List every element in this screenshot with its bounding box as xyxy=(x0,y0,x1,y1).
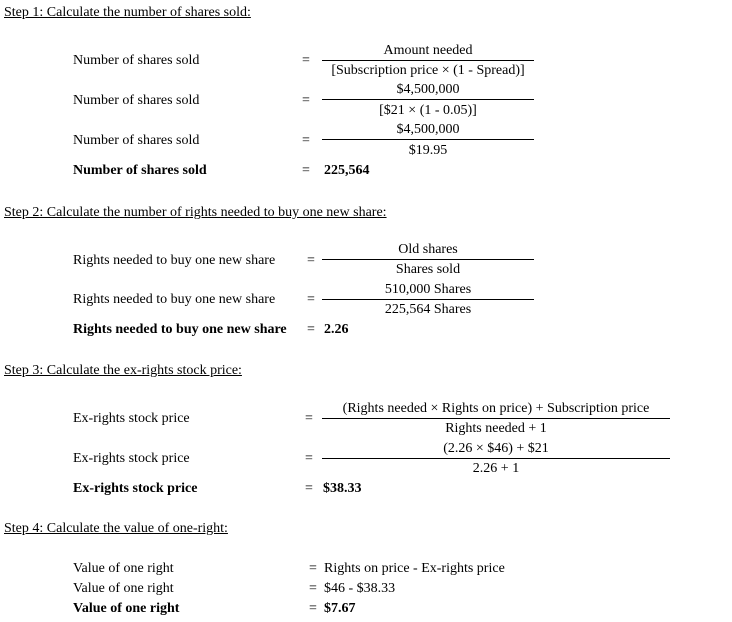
fraction-bar xyxy=(322,458,670,459)
step3-row2-numerator: (2.26 × $46) + $21 xyxy=(443,441,549,456)
fraction-bar xyxy=(322,99,534,100)
step4-row1-value: Rights on price - Ex-rights price xyxy=(324,561,505,576)
step2-row2-numerator: 510,000 Shares xyxy=(384,282,472,297)
step3-row2-label: Ex-rights stock price xyxy=(73,451,190,466)
step2-row2-denominator: 225,564 Shares xyxy=(384,302,472,317)
step2-result-label: Rights needed to buy one new share xyxy=(73,322,287,337)
step3-result-value: $38.33 xyxy=(323,481,362,496)
step4-row1-label: Value of one right xyxy=(73,561,174,576)
equals-sign: = xyxy=(307,253,315,268)
fraction-bar xyxy=(322,139,534,140)
step3-row2-denominator: 2.26 + 1 xyxy=(472,461,520,476)
step3-row1-label: Ex-rights stock price xyxy=(73,411,190,426)
step1-heading: Step 1: Calculate the number of shares sold: xyxy=(4,5,251,20)
step1-row3-numerator: $4,500,000 xyxy=(396,122,460,137)
step4-row2-label: Value of one right xyxy=(73,581,174,596)
step2-row1-numerator: Old shares xyxy=(398,242,458,257)
step2-result-value: 2.26 xyxy=(324,322,349,337)
step3-row1-denominator: Rights needed + 1 xyxy=(445,421,547,436)
step1-row1-label: Number of shares sold xyxy=(73,53,200,68)
step2-row1-label: Rights needed to buy one new share xyxy=(73,253,276,268)
step3-row1-numerator: (Rights needed × Rights on price) + Subscription price xyxy=(342,401,650,416)
fraction-bar xyxy=(322,299,534,300)
step1-row3-denominator: $19.95 xyxy=(408,143,448,158)
step1-result-value: 225,564 xyxy=(324,163,370,178)
equals-sign: = xyxy=(307,292,315,307)
step4-result-label: Value of one right xyxy=(73,601,180,616)
step1-row1-numerator: Amount needed xyxy=(383,43,473,58)
step2-row1-denominator: Shares sold xyxy=(395,262,461,277)
step1-row3-label: Number of shares sold xyxy=(73,133,200,148)
step1-row1-denominator: [Subscription price × (1 - Spread)] xyxy=(331,63,525,78)
fraction-bar xyxy=(322,418,670,419)
step1-row2-label: Number of shares sold xyxy=(73,93,200,108)
step1-row2-denominator: [$21 × (1 - 0.05)] xyxy=(379,103,477,118)
step4-row2-value: $46 - $38.33 xyxy=(324,581,396,596)
step1-row2-numerator: $4,500,000 xyxy=(396,82,460,97)
equals-sign: = xyxy=(309,561,317,576)
equals-sign: = xyxy=(309,601,317,616)
step2-row2-label: Rights needed to buy one new share xyxy=(73,292,276,307)
equals-sign: = xyxy=(302,133,310,148)
equals-sign: = xyxy=(309,581,317,596)
fraction-bar xyxy=(322,60,534,61)
equals-sign: = xyxy=(305,451,313,466)
equals-sign: = xyxy=(305,411,313,426)
step3-heading: Step 3: Calculate the ex-rights stock price: xyxy=(4,363,242,378)
step1-result-label: Number of shares sold xyxy=(73,163,207,178)
step4-result-value: $7.67 xyxy=(324,601,356,616)
equals-sign: = xyxy=(302,93,310,108)
equals-sign: = xyxy=(302,53,310,68)
equals-sign: = xyxy=(305,481,313,496)
equals-sign: = xyxy=(302,163,310,178)
step2-heading: Step 2: Calculate the number of rights needed to buy one new share: xyxy=(4,205,387,220)
equals-sign: = xyxy=(307,322,315,337)
fraction-bar xyxy=(322,259,534,260)
step3-result-label: Ex-rights stock price xyxy=(73,481,198,496)
step4-heading: Step 4: Calculate the value of one-right: xyxy=(4,521,228,536)
